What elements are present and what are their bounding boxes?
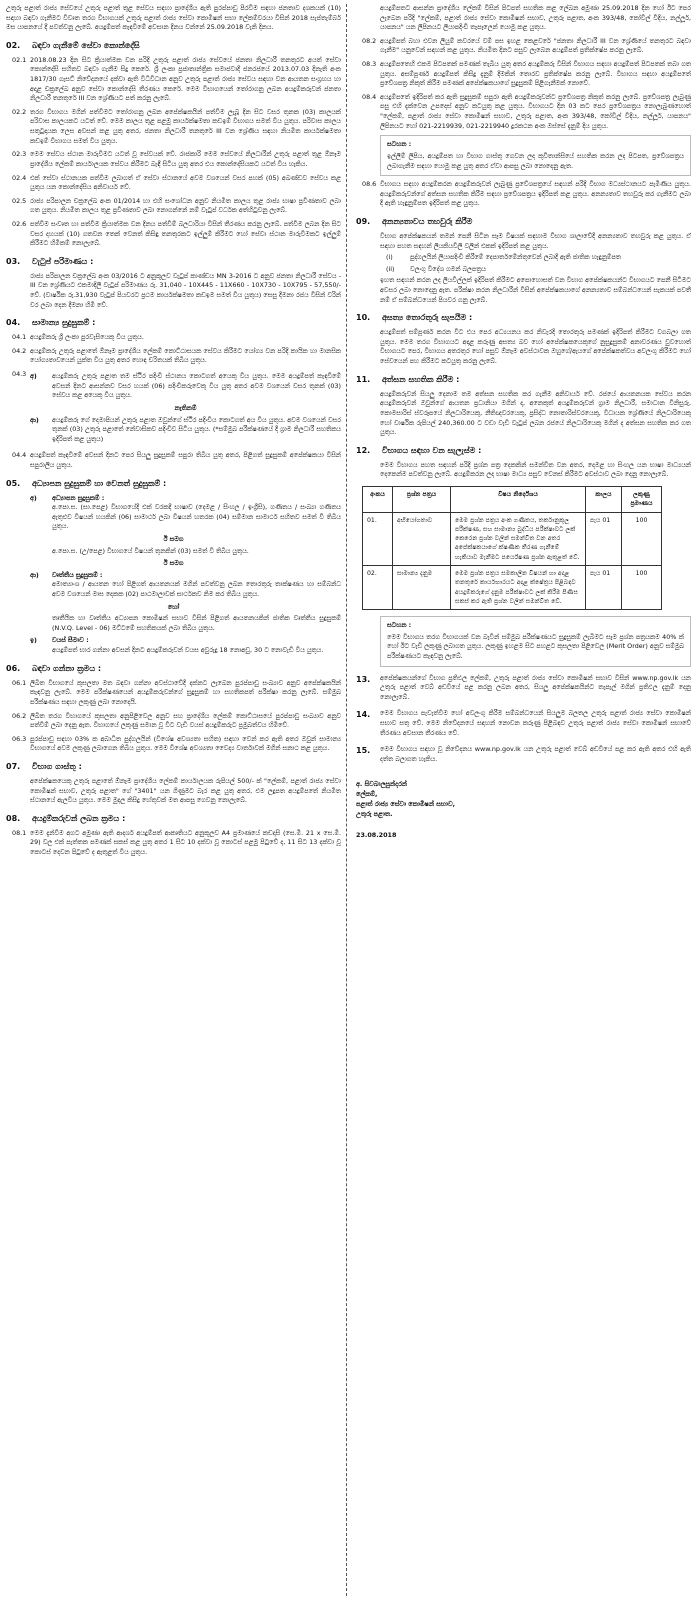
section-title: බඳවා ගන්නා ක්‍රමය : bbox=[32, 663, 102, 673]
section-06: 06. බඳවා ගන්නා ක්‍රමය : 06.1 ලිඛිත විභාගයේ කුසලතා මත බඳවා ගන්නා අවස්ථාවේදී දක්නට ලැබෙන පුරප්පාඩු සංඛ්‍යාව අනුව අපේක්ෂකයින් කැඳවනු ලැබේ. මෙම පරීක්ෂණයෙන් අයදුම්කරුවන්ගේ සුදුසුකම් හා සහතිකපත් පරීක්ෂා කරනු ලැබේ. සම්මුඛ පරීක්ෂණය සඳහා ලකුණු ලබා නොදෙයි. 06.2 ලිඛිත තරග විභාගයේ කුසලතා අනුපිළිවෙල අනුව සහ ප්‍රාදේශීය ලේකම් කොට්ඨාසයේ පුරප්පාඩු සංඛ්‍යාව අනුව පත්වීම් ලබා දෙනු ඇත. විභාගයේ ලකුණු සමාන වූ විට වැඩි වයස් අයදුම්කරුට ප්‍රමුඛත්වය හිමිවේ. 06.3 පුරප්පාඩු සඳහා 03% ක අබාධිත පුද්ගලයින් (විශේෂ අවශ්‍යතා සහිත) සඳහා වෙන් කර ඇති අතර ඔවුන් සාමාන්‍ය විභාගයේ අවම ලකුණු ලබාගෙන තිබිය යුතුය. මෙම විශේෂ අවශ්‍යතා වෛද්‍ය වාර්තාවක් මගින් සනාථ කළ යුතුය. bbox=[6, 663, 341, 753]
clause: 08.3 අයදුම්පතෙහි එකම පිටපතක් පමණක් තැබිය යුතු අතර අයදුම්කරු විසින් විභාගය සඳහා අයදුම්පත් පිටපතක් තබා ගත යුතුය. අසම්පූර්ණ අයදුම්පත් කිසිදු දැනුම් දීමකින් තොරව ප්‍රතික්ෂේප කරනු ලැබේ. විභාගය සඳහා අයදුම්පතේ ප්‍රවේශපත්‍ර නිකුත් කිරීම පමණක් අපේක්ෂකයාගේ සුදුසුකම් පිළිගැනීමක් නොවේ. bbox=[362, 60, 691, 88]
column-divider bbox=[346, 4, 347, 1596]
and-divider: ඊ සමග bbox=[163, 534, 184, 543]
qualification-block: අ) අධ්‍යාපන සුදුසුකම් : අ.පො.ස. (සා.පෙළ) විභාගයේදී එක් වරකදී භාෂාව (දෙමළ / සිංහල / ඉංග්‍රීසි), ගණිතය / සංඛ්‍යා ගණිතය ඇතුළුව විෂයන් හයකින් (06) සාමාර්ථ ලබා විෂයන් හතරක (04) සම්මාන සාමාර්ථ සහිතව සමත් වී තිබිය යුතුය. bbox=[30, 493, 341, 531]
section-05: 05. අධ්‍යාපන සුදුසුකම් හා වෙනත් සුදුසුකම් : අ) අධ්‍යාපන සුදුසුකම් : අ.පො.ස. (සා.පෙළ) විභාගයේදී එක් වරකදී භාෂාව (දෙමළ / සිංහල / ඉංග්‍රීසි), ගණිතය / සංඛ්‍යා ගණිතය ඇතුළුව විෂයන් හයකින් (06) සාමාර්ථ ලබා විෂයන් හතරක (04) සම්මාන සාමාර්ථ සහිතව සමත් වී තිබිය යුතුය. ඊ සමග අ.පො.ස. (උ/පෙළ) විභාගයේ විෂයන් තුනකින් (03) සමත් වී තිබිය යුතුය. ඊ සමග ආ) වෘත්තීය සුදුසුකම් : අමාත්‍යාංශ / ආයතන හෝ පිළිගත් ආයතනයක් මගින් පවත්වනු ලබන තොරතුරු තාක්ෂණය හා සම්බන්ධ අවම වශයෙන් මාස දෙකක (02) පාඨමාලාවක් සාර්ථකව නිම කර තිබිය යුතුය. හෝ තෘතීයික හා වෘත්තීය අධ්‍යාපන කොමිෂන් සභාව විසින් පිළිගත් ආයතනයකින් ජාතික වෘත්තීය සුදුසුකම් (N.V.Q. Level - 06) මට්ටමේ සහතිකයක් ලබා තිබිය යුතුය. ඉ) වයස් සීමාව : අයදුම්පත් භාර ගන්නා අවසන් දිනට අයදුම්කරුවන් වයස අවුරුදු 18 නොඅඩු, 30 ට නොවැඩි විය යුතුය. bbox=[6, 478, 341, 655]
clause: 02.4 එක් සේවා ස්ථානයක පත්වීම ලබාගත් ඒ සේවා ස්ථානයේ අවම වශයෙන් වසර පහක් (05) අඛණ්ඩව සේවය කළ යුතුය යන කොන්දේසිය අනිවාර්ය වේ. bbox=[12, 173, 341, 192]
exam-scheme-table bbox=[362, 486, 662, 610]
table-row: 02. සාමාන්‍ය දැනුම මෙම ප්‍රශ්න පත්‍රය සමකාලීන විෂයන් හා අදාළ තනතුරේ කාර්යභාරයට අදාළ ක්ෂේත්‍රය පිළිබඳව අයදුම්කරුගේ දැනුම පරීක්ෂාවට ලක් කිරීම පිණිස සකස් කර ඇති ප්‍රශ්න වලින් සමන්විත වේ. පැය 01 100 bbox=[363, 566, 662, 610]
section-02 bbox=[6, 40, 341, 249]
note-box bbox=[380, 616, 691, 666]
salary-text: රාජ්‍ය පරිපාලන චක්‍රලේඛ අංක 03/2016 ට අනුකූලව වැටුප් කාණ්ඩය MN 3-2016 ට අනුව ජනතා නිලධාරී සේවය - III වන ශ්‍රේණියට එකමාදිලි වැටුප් පරිමාණය රු. 31,040 - 10X445 - 11X660 - 10X730 - 10X795 - 57,550/- වේ. (වාර්ෂික රු.31,930 වැටුප් පියවරට ප්‍රථම කාර්යක්ෂමතා කඩඉම සමත් විය යුතුය) සෙසු දීමනා රජය විසින් වරින් වර ලබා දෙන දීමනා හිමි වේ. bbox=[30, 271, 341, 309]
section-title: විභාගය සඳහා වන සැලැස්ම : bbox=[382, 445, 482, 455]
clause: 04.1 අයදුම්කරු ශ්‍රී ලංකා පුරවැසියෙකු විය යුතුය. bbox=[12, 333, 144, 342]
signatory-title: ලේකම්, bbox=[356, 789, 378, 798]
left-column bbox=[6, 4, 341, 1596]
section-title: අනන්‍යතාවය තහවුරු කිරීම bbox=[382, 216, 473, 226]
list-item: (i) පුද්ගලයින් ලියාපදිංචි කිරීමේ දෙපාර්තමේන්තුවෙන් ලබාදී ඇති ජාතික හැඳුනුම්පත bbox=[386, 253, 621, 262]
clause: 06.1 ලිඛිත විභාගයේ කුසලතා මත බඳවා ගන්නා අවස්ථාවේදී දක්නට ලැබෙන පුරප්පාඩු සංඛ්‍යාව අනුව අපේක්ෂකයින් කැඳවනු ලැබේ. මෙම පරීක්ෂණයෙන් අයදුම්කරුවන්ගේ සුදුසුකම් හා සහතිකපත් පරීක්ෂා කරනු ලැබේ. සම්මුඛ පරීක්ෂණය සඳහා ලකුණු ලබා නොදෙයි. bbox=[12, 678, 341, 706]
qualification-block: තෘතීයික හා වෘත්තීය අධ්‍යාපන කොමිෂන් සභාව විසින් පිළිගත් ආයතනයකින් ජාතික වෘත්තීය සුදුසුකම් (N.V.Q. Level - 06) මට්ටමේ සහතිකයක් ලබා තිබිය යුතුය. bbox=[52, 614, 341, 632]
note-box bbox=[380, 135, 691, 176]
section-08: 08. අයදුම්කරුවන් ලබන ක්‍රමය : 08.1 මෙම දැන්වීම අගට අමුණා ඇති ආදර්ශ අයදුම්පත් ආකෘතියට අනුකූලව A4 ප්‍රමාණයේ කඩදාසි (සෙ.මී. 21 x සෙ.මී. 29) වල එක් පැත්තක පමණක් සකස් කළ යුතු අතර 1 සිට 10 දක්වා වූ කොටස් පළමු පිටුවේ ද, 11 සිට 13 දක්වා වූ කොටස් දෙවන පිටුවේ ද ඇතුළත් විය යුතුය. bbox=[6, 813, 341, 856]
qualification-block: අ.පො.ස. (උ/පෙළ) විභාගයේ විෂයන් තුනකින් (03) සමත් වී තිබිය යුතුය. bbox=[52, 546, 249, 555]
section-04: 04. සාමාන්‍ය සුදුසුකම් : 04.1 අයදුම්කරු ශ්‍රී ලංකා පුරවැසියෙකු විය යුතුය. 04.2 අයදුම්කරු උතුරු පළාතේ ඕනෑම ප්‍රාදේශීය ලේකම් කොට්ඨාසයක සේවය කිරීමට යෝග්‍ය වන පරිදි කායික හා මානසික යෝග්‍යතාවයෙන් යුක්ත විය යුතු අතර හොඳ චරිතයක් තිබිය යුතුය. 04.3 අ) අයදුම්කරු උතුරු පළාත තම ස්ථිර පදිංචි ස්ථානය කොටගත් අයෙකු විය යුතුය. මෙම අයදුම්පත් කැඳවීමේ අවසන් දිනට ආසන්නව වසර හයක් (06) පදිංචිකරුවෙකු විය යුතු අතර අවම වශයෙන් වසර තුනක් (03) සේවය කළ අයෙකු විය යුතුය. නැතිනම් ආ) අයදුම්කරු ගේ දෙමාපියන් උතුරු පළාත ඔවුන්ගේ ස්ථිර පදිංචිය කොටගත් අය විය යුතුය. අවම වශයෙන් වසර තුනක් (03) උතුරු පළාතේ නේවාසිකව පදිංචිව සිටිය යුතුය. (*සම්මුඛ පරීක්ෂණයේ දී ග්‍රාම නිලධාරී සහතිකය ඉදිරිපත් කළ යුතුය) 04.4 අයදුම්පත් කැඳවීමේ අවසන් දිනට පෙර සියලු සුදුසුකම් සපුරා තිබිය යුතු අතර, පිළිගත් සුදුසුකම් අපේක්ෂකයා විසින් සපුරාලිය යුතුය. bbox=[6, 318, 341, 469]
column-header: අංකය bbox=[363, 486, 393, 512]
signatory-name: අ. සිවබාලසුන්දරන් bbox=[356, 779, 407, 788]
signatory-province: උතුරු පළාත. bbox=[356, 810, 393, 819]
clause: 04.2 අයදුම්කරු උතුරු පළාතේ ඕනෑම ප්‍රාදේශීය ලේකම් කොට්ඨාසයක සේවය කිරීමට යෝග්‍ය වන පරිදි කායික හා මානසික යෝග්‍යතාවයෙන් යුක්ත විය යුතු අතර හොඳ චරිතයක් තිබිය යුතුය. bbox=[12, 346, 341, 365]
sub-clause: අ) අයදුම්කරු උතුරු පළාත තම ස්ථිර පදිංචි ස්ථානය කොටගත් අයෙකු විය යුතුය. මෙම අයදුම්පත් කැඳවීමේ අවසන් දිනට ආසන්නව වසර හයක් (06) පදිංචිකරුවෙකු විය යුතු අතර අවම වශයෙන් වසර තුනක් (03) සේවය කළ අයෙකු විය යුතුය. bbox=[30, 372, 341, 400]
fee-text: අපේක්ෂකයෙකු උතුරු පළාතේ ඕනෑම ප්‍රාදේශීය ලේකම් කාර්යාලයක රුපියල් 500/- ක් "ලේකම්, පළාත් රාජ්‍ය සේවා කොමිෂන් සභාව, උතුරු පළාත" ගේ "3401" යන ගිණුමට බැර කළ යුතු අතර, එම ලදුපත අයදුම්පතේ නියමිත ස්ථානයේ ඇලවිය යුතුය. මෙම මුදල කිසිදු හේතුවක් මත ආපසු ගෙවනු නොලැබේ. bbox=[30, 776, 341, 805]
clause: 08.4 අයදුම්පතේ ඉදිරිපත් කර ඇති සුදුසුකම් සපුරා ඇති අයදුම්කරුවන්ට ප්‍රවේශපත්‍ර නිකුත් කරනු ලැබේ. ප්‍රවේශපත්‍ර ලැබුණු පසු එහි දැක්වෙන උපදෙස් අනුව කටයුතු කළ යුතුය. විභාගයට දින 03 කට පෙර ප්‍රවේශපත්‍රය නොලැබුණහොත් "ලේකම්, පළාත් රාජ්‍ය සේවා කොමිෂන් සභාව, උතුරු පළාත, අංක 393/48, කෝවිල් වීදිය, නල්ලූර්, යාපනය" ලිපිනයට හෝ 021-2219939, 021-2219940 දුරකථන අංක ඔස්සේ දැනුම් දිය යුතුය. bbox=[362, 92, 691, 130]
section-title: විභාග ගාස්තු : bbox=[32, 761, 82, 771]
clause: 04.3 අ) අයදුම්කරු උතුරු පළාත තම ස්ථිර පදිංචි ස්ථානය කොටගත් අයෙකු විය යුතුය. මෙම අයදුම්පත් කැඳවීමේ අවසන් දිනට ආසන්නව වසර හයක් (06) පදිංචිකරුවෙකු විය යුතු අතර අවම වශයෙන් වසර තුනක් (03) සේවය කළ අයෙකු විය යුතුය. නැතිනම් ආ) අයදුම්කරු ගේ දෙමාපියන් උතුරු පළාත ඔවුන්ගේ ස්ථිර පදිංචිය කොටගත් අය විය යුතුය. අවම වශයෙන් වසර තුනක් (03) උතුරු පළාතේ නේවාසිකව පදිංචිව සිටිය යුතුය. (*සම්මුඛ පරීක්ෂණයේ දී ග්‍රාම නිලධාරී සහතිකය ඉදිරිපත් කළ යුතුය) bbox=[12, 370, 341, 443]
section-15: 15. මෙම විභාගය සඳහා වූ නිවේදනය www.np.gov.lk යන උතුරු පළාත් වෙබ් අඩවියේ පළ කර ඇති අතර එහි ඇති දත්ත බලාගත හැකිය. bbox=[356, 745, 691, 763]
intro-paragraph: උතුරු පළාත් රාජ්‍ය සේවයේ උතුරු පළාත් තුළ සේවය සඳහා ප්‍රාදේශීය ඇති පුරප්පාඩු පිරවීම සඳහා ජනතාව දශකයක් (10) සඳහා බඳවා ගැනීමට විවෘත තරග විභාගයක් උතුරු පළාත් රාජ්‍ය සේවා කොමිෂන් සභා ලේකම්වරයා විසින් 2018 සැප්තැම්බර් මස යාපනයේ දී පවත්වනු ලැබේ. අයදුම්පත් කැඳවීමේ අවසාන දිනය වන්නේ 25.09.2018 වැනි දිනය. bbox=[6, 4, 341, 32]
section-number: 02. bbox=[6, 40, 21, 50]
section-03: 03. වැටුප් පරිමාණය : රාජ්‍ය පරිපාලන චක්‍රලේඛ අංක 03/2016 ට අනුකූලව වැටුප් කාණ්ඩය MN 3-2016 ට අනුව ජනතා නිලධාරී සේවය - III වන ශ්‍රේණියට එකමාදිලි වැටුප් පරිමාණය රු. 31,040 - 10X445 - 11X660 - 10X730 - 10X795 - 57,550/- වේ. (වාර්ෂික රු.31,930 වැටුප් පියවරට ප්‍රථම කාර්යක්ෂමතා කඩඉම සමත් විය යුතුය) සෙසු දීමනා රජය විසින් වරින් වර ලබා දෙන දීමනා හිමි වේ. bbox=[6, 256, 341, 309]
note-title: සටහන : bbox=[387, 140, 412, 149]
or-divider: නැතිනම් bbox=[174, 403, 197, 412]
section-12: 12. විභාගය සඳහා වන සැලැස්ම : මෙම විභාගය පහත සඳහන් පරිදි ප්‍රශ්න පත්‍ර දෙකකින් සමන්විත වන අතර, දෙමළ හා සිංහල යන භාෂා මාධ්‍යයන් දෙකෙන්ම පවත්වනු ලැබේ. අයදුම්කරන ලද භාෂා මාධ්‍ය පසුව වෙනස් කිරීමට අවස්ථාව ලබා දෙනු නොලැබේ. අංකය ප්‍රශ්න පත්‍රය විෂය නිර්දේශය කාලය ලකුණු ප්‍රමාණය 01. අභියෝගතාව මෙම ප්‍රශ්න පත්‍රය අංක ගණිතය, තර්කානුකූල පරීක්ෂණ, සහ සාමාන්‍ය බුද්ධිය පරීක්ෂාවට ලක් කෙරෙන ප්‍රශ්න වලින් සමන්විත වන අතර අපේක්ෂකයාගේ ක්ෂණික තීරණ ගැනීමේ හැකියාව මැනීමට පර්යේෂණ ප්‍රශ්න ඇතුළත් වේ. පැය 01 100 02. සාමාන්‍ය දැනුම මෙම ප්‍රශ්න පත්‍රය සමකාලීන විෂයන් හා අදාළ තනතුරේ කාර්යභාරයට අදාළ ක්ෂේත්‍රය පිළිබඳව අයදුම්කරුගේ දැනුම පරීක්ෂාවට ලක් කිරීම පිණිස සකස් කර ඇති ප්‍රශ්න වලින් සමන්විත වේ. පැය 01 100 සටහන : මෙම විභාගය තරග විභාගයක් වන බැවින් සම්මුඛ පරීක්ෂණයට සුදුසුකම් ලැබීමට සෑම ප්‍රශ්න පත්‍රයකම 40% ක් හෝ ඊට වැඩි ලකුණු ලබාගත යුතුය. ලකුණු ඉහළම සිට පහළට කුසලතා පිළිවෙල (Merit Order) අනුව සම්මුඛ පරීක්ෂණයට කැඳවනු ලැබේ. bbox=[356, 445, 691, 667]
section-14: 14. මෙම විභාගය පැවැත්වීම හෝ අවලංගු කිරීම සම්බන්ධයෙන් සියලුම බලතල උතුරු පළාත් රාජ්‍ය සේවා කොමිෂන් සභාව සතු වේ. මෙම නිවේදනයේ සඳහන් නොවන කරුණු පිළිබඳව උතුරු පළාත් රාජ්‍ය සේවා කොමිෂන් සභාවේ තීරණය අවසාන තීරණය වේ. bbox=[356, 709, 691, 737]
note-text: ඉල්ලීම් ලිපිය, අයදුම්පත හා විභාග ගාස්තු ගෙවන ලද කුවිතාන්සියේ සහතික කරන ලද පිටපත, ප්‍රවේශපත්‍රය ලබාගැනීම සඳහා යොමු කළ යුතු අතර ඒවා ආපසු ලබා නොදෙනු ඇත. bbox=[387, 151, 684, 170]
clause: 02.6 පත්වීම සංවෘත හා පත්වීම ක්‍රියාත්මක වන දිනය පත්වීම් බලධාරියා විසින් තීරණය කරනු ලැබේ. පත්වීම ලබන දින සිට වසර දහයක් (10) ගතවන තෙක් වෙනත් කිසිඳු තනතුරකට ඉල්ලුම් කිරීමට හෝ සේවා ස්ථාන මාරුවීමකට ඉල්ලුම් කිරීමට හිමිකම් නොලැබේ. bbox=[12, 219, 341, 248]
section-title: බඳවා ගැනීමේ සේවා කොන්දේසි bbox=[32, 40, 140, 50]
sub-clause: ආ) අයදුම්කරු ගේ දෙමාපියන් උතුරු පළාත ඔවුන්ගේ ස්ථිර පදිංචිය කොටගත් අය විය යුතුය. අවම වශයෙන් වසර තුනක් (03) උතුරු පළාතේ නේවාසිකව පදිංචිව සිටිය යුතුය. (*සම්මුඛ පරීක්ෂණයේ දී ග්‍රාම නිලධාරී සහතිකය ඉදිරිපත් කළ යුතුය) bbox=[30, 415, 341, 443]
note-title: සටහන : bbox=[387, 621, 412, 630]
right-column bbox=[356, 4, 691, 1596]
clause: 06.3 පුරප්පාඩු සඳහා 03% ක අබාධිත පුද්ගලයින් (විශේෂ අවශ්‍යතා සහිත) සඳහා වෙන් කර ඇති අතර ඔවුන් සාමාන්‍ය විභාගයේ අවම ලකුණු ලබාගෙන තිබිය යුතුය. මෙම විශේෂ අවශ්‍යතා වෛද්‍ය වාර්තාවක් මගින් සනාථ කළ යුතුය. bbox=[12, 734, 341, 753]
section-title: අසත්‍ය තොරතුරු සැපයීම : bbox=[382, 313, 473, 323]
or-divider: හෝ bbox=[167, 602, 180, 611]
clause: 02.2 තරග විභාගය මගින් පත්වීමට තෝරාගනු ලබන අපේක්ෂකයින් පත්වීම ලැබූ දින සිට වසර තුනක (03) කාලයක් පරිවාස කාලයකට යටත් වේ. මෙම කාලය තුළ පළමු කාර්යක්ෂමතා කඩඉම් විභාගය සමත් විය යුතුය. පරිවාස කාලය සතුටුදායක ලෙස අවසන් කළ යුතු අතර, ජනතා නිලධාරී තනතුරේ III වන ශ්‍රේණිය සඳහා නියමිත කාර්යක්ෂමතා කඩඉම් විභාගය සමත් විය යුතුය. bbox=[12, 107, 341, 145]
section-09: 09. අනන්‍යතාවය තහවුරු කිරීම විභාග අපේක්ෂකයන් තමන් පෙනී සිටින සෑම විෂයක් සඳහාම විභාග ශාලාවේදී අනන්‍යතාව තහවුරු කළ යුතුය. ඒ සඳහා පහත සඳහන් ලියකියවිලි වලින් එකක් ඉදිරිපත් කළ යුතුය. (i) පුද්ගලයින් ලියාපදිංචි කිරීමේ දෙපාර්තමේන්තුවෙන් ලබාදී ඇති ජාතික හැඳුනුම්පත (ii) වලංගු විදේශ ගමන් බලපත්‍රය ඉහත සඳහන් කරන ලද ලියවිල්ලක් ඉදිරිපත් කිරීමට අපොහොසත් වන විභාග අපේක්ෂකයන්ට විභාගයට පෙනී සිටීමට අවසර ලබා නොදෙනු ඇත. පරීක්ෂා කරන නිලධාරීන් විසින් අපේක්ෂකයාගේ අනන්‍යතාව සම්බන්ධයෙන් සැකයක් පවතී නම් ඒ සම්බන්ධයෙන් පියවර ගනු ලැබේ. bbox=[356, 216, 691, 304]
column-header: විෂය නිර්දේශය bbox=[451, 486, 586, 512]
qualification-block: ආ) වෘත්තීය සුදුසුකම් : අමාත්‍යාංශ / ආයතන හෝ පිළිගත් ආයතනයක් මගින් පවත්වනු ලබන තොරතුරු තාක්ෂණය හා සම්බන්ධ අවම වශයෙන් මාස දෙකක (02) පාඨමාලාවක් සාර්ථකව නිම කර තිබිය යුතුය. bbox=[30, 570, 341, 599]
section-title: අත්සන සහතික කිරීම : bbox=[382, 374, 460, 384]
column-header: කාලය bbox=[586, 486, 622, 512]
section-11: 11. අත්සන සහතික කිරීම : අයදුම්කරුවන් සියලු දෙනාම තම අත්සන සහතික කර ගැනීම අනිවාර්ය වේ. රජයේ ආයතනයක සේවය කරන අයදුම්කරුවන් ඔවුන්ගේ ආයතන ප්‍රධානියා මගින් ද, අනෙකුත් අයදුම්කරුවන් ග්‍රාම නිලධාරී, සමාධාන විනිසුරු, කොමසාරිස් ස්වරූපයේ නිලධාරියෙකු, නීතිඥවරයෙකු, ප්‍රසිද්ධ නොතාරිස්වරයෙකු, විධායක ශ්‍රේණියේ නිලධාරියෙකු හෝ වාර්ෂික රුපියල් 240,360.00 ට වඩා වැඩි වැටුප් ලබන රජයේ නිලධාරියෙකු මගින් ද අත්සන සහතික කර ගත යුතුය. bbox=[356, 374, 691, 437]
qualification-block: ඉ) වයස් සීමාව : අයදුම්පත් භාර ගන්නා අවසන් දිනට අයදුම්කරුවන් වයස අවුරුදු 18 නොඅඩු, 30 ට නොවැඩි විය යුතුය. bbox=[30, 636, 324, 655]
clause: අයදුම්පතට ආසන්න ප්‍රාදේශීය ලේකම් විසින් පිටපත් සහතික කළ ලේඛන අමුණා 25.09.2018 දින හෝ ඊට පෙර ලැබෙන පරිදි "ලේකම්, පළාත් රාජ්‍ය සේවා කොමිෂන් සභාව, උතුරු පළාත, අංක 393/48, කෝවිල් වීදිය, නල්ලූර්, යාපනය" යන ලිපිනයට ලියාපදිංචි තැපෑලෙන් යොමු කළ යුතුය. bbox=[380, 4, 691, 32]
section-07: 07. විභාග ගාස්තු : අපේක්ෂකයෙකු උතුරු පළාතේ ඕනෑම ප්‍රාදේශීය ලේකම් කාර්යාලයක රුපියල් 500/- ක් "ලේකම්, පළාත් රාජ්‍ය සේවා කොමිෂන් සභාව, උතුරු පළාත" ගේ "3401" යන ගිණුමට බැර කළ යුතු අතර, එම ලදුපත අයදුම්පතේ නියමිත ස්ථානයේ ඇලවිය යුතුය. මෙම මුදල කිසිදු හේතුවක් මත ආපසු ගෙවනු නොලැබේ. bbox=[6, 761, 341, 805]
column-header: ලකුණු ප්‍රමාණය bbox=[622, 486, 662, 512]
clause: 08.2 අයදුම්පත් බහා එවන ලියුම් කවරයේ වම් පස ඉහළ කෙළවරේ "ජනතා නිලධාරී III වන ශ්‍රේණියේ තනතුරට බඳවා ගැනීම" යනුවෙන් සඳහන් කළ යුතුය. නියමිත දිනට පසුව ලැබෙන අයදුම්පත් ප්‍රතික්ෂේප කරනු ලැබේ. bbox=[362, 36, 691, 55]
list-item: (ii) වලංගු විදේශ ගමන් බලපත්‍රය bbox=[386, 264, 487, 273]
table-header-row bbox=[363, 486, 662, 512]
section-title: අධ්‍යාපන සුදුසුකම් හා වෙනත් සුදුසුකම් : bbox=[32, 478, 167, 488]
clause: 08.6 විභාගය සඳහා අයදුම්කරන අයදුම්කරුවන් ලැබුණු ප්‍රවේශපත්‍රයේ සඳහන් පරිදි විභාග මධ්‍යස්ථානයට පැමිණිය යුතුය. අයදුම්කරුවන්ගේ අත්සන සහතික කිරීම සඳහා ප්‍රවේශපත්‍රය ඉදිරිපත් කළ යුතුය. අනන්‍යතාව තහවුරු කර ගැනීමට ලබා දී ඇති හැඳුනුම්පත ඉදිරිපත් කළ යුතුය. bbox=[362, 180, 691, 208]
signature-block bbox=[356, 779, 691, 840]
section-10: 10. අසත්‍ය තොරතුරු සැපයීම : අයදුම්පත් සම්පූර්ණ කරන විට එය පෙර අධ්‍යයනය කර නිවැරදි තොරතුරු පමණක් ඉදිරිපත් කිරීමට වගබලා ගත යුතුය. මෙම තරග විභාගයට අදාළ කරුණු අසත්‍ය බව හෝ අපේක්ෂකයෙකුගේ නුසුදුසුකම් අනාවරණය වුවහොත් විභාගයට පෙර, විභාගය අතරතුර හෝ පසුව ඕනෑම අවස්ථාවක ඔහුගේ/ඇයගේ අපේක්ෂකත්වය අවලංගු කිරීමට හෝ සේවයෙන් පහ කිරීමට කටයුතු කරනු ලැබේ. bbox=[356, 313, 691, 366]
section-title: අයදුම්කරුවන් ලබන ක්‍රමය : bbox=[32, 813, 126, 823]
column-header: ප්‍රශ්න පත්‍රය bbox=[393, 486, 451, 512]
signatory-org: පළාත් රාජ්‍ය සේවා කොමිෂන් සභාව, bbox=[356, 800, 456, 809]
clause: 02.5 රාජ්‍ය පරිපාලන චක්‍රලේඛ අංක 01/2014 හා එහි සංශෝධන අනුව නියමිත කාලය තුළ රාජ්‍ය භාෂා ප්‍රවීණතාව ලබා ගත යුතුය. නියමිත කාලය තුළ ප්‍රවීණතාව ලබා නොගන්නේ නම් වැටුප් වර්ධක අත්හිටුවනු ලැබේ. bbox=[12, 196, 341, 215]
section-title: වැටුප් පරිමාණය : bbox=[32, 256, 94, 266]
and-divider: ඊ සමග bbox=[163, 559, 184, 568]
notice-date: 23.08.2018 bbox=[356, 830, 397, 839]
section-13: 13. අපේක්ෂකයන්ගේ විභාග ප්‍රතිඵල ලේකම්, උතුරු පළාත් රාජ්‍ය සේවා කොමිෂන් සභාව විසින් www.np.gov.lk යන උතුරු පළාත් වෙබ් අඩවියේ පළ කරනු ලබන අතර, සියලු අපේක්ෂකයින්ට තැපැල් මගින් ප්‍රතිඵල දැනුම් දෙනු නොලැබේ. bbox=[356, 673, 691, 701]
note-text: මෙම විභාගය තරග විභාගයක් වන බැවින් සම්මුඛ පරීක්ෂණයට සුදුසුකම් ලැබීමට සෑම ප්‍රශ්න පත්‍රයකම 40% ක් හෝ ඊට වැඩි ලකුණු ලබාගත යුතුය. ලකුණු ඉහළම සිට පහළට කුසලතා පිළිවෙල (Merit Order) අනුව සම්මුඛ පරීක්ෂණයට කැඳවනු ලැබේ. bbox=[387, 632, 684, 661]
section-title: සාමාන්‍ය සුදුසුකම් : bbox=[32, 318, 96, 328]
clause: 06.2 ලිඛිත තරග විභාගයේ කුසලතා අනුපිළිවෙල අනුව සහ ප්‍රාදේශීය ලේකම් කොට්ඨාසයේ පුරප්පාඩු සංඛ්‍යාව අනුව පත්වීම් ලබා දෙනු ඇත. විභාගයේ ලකුණු සමාන වූ විට වැඩි වයස් අයදුම්කරුට ප්‍රමුඛත්වය හිමිවේ. bbox=[12, 711, 341, 730]
clause: 02.1 2018.08.23 දින සිට ක්‍රියාත්මක වන පරිදි උතුරු පළාත් රාජ්‍ය සේවයේ ජනතා නිලධාරී තනතුරට අයත් සේවා කොන්දේසි සහිතව බඳවා ගැනීම සිදු කෙරේ. ශ්‍රී ලංකා ප්‍රජාතාන්ත්‍රික සමාජවාදී ජනරජයේ 2013.07.03 දිනැති අංක 1817/30 ගැසට් නිවේදනයේ දක්වා ඇති විධිවිධාන අනුව උතුරු පළාත් රාජ්‍ය සේවය සඳහා වන ආයතන සංග්‍රහය හා අදාළ චක්‍රලේඛ අනුව සේවා කොන්දේසි තීරණය කෙරේ. මෙම විභාගයෙන් තෝරාගනු ලබන අයදුම්කරුවන් ජනතා නිලධාරී තනතුරේ III වන ශ්‍රේණියට පත් කරනු ලැබේ. bbox=[12, 55, 341, 103]
clause: 08.1 මෙම දැන්වීම අගට අමුණා ඇති ආදර්ශ අයදුම්පත් ආකෘතියට අනුකූලව A4 ප්‍රමාණයේ කඩදාසි (සෙ.මී. 21 x සෙ.මී. 29) වල එක් පැත්තක පමණක් සකස් කළ යුතු අතර 1 සිට 10 දක්වා වූ කොටස් පළමු පිටුවේ ද, 11 සිට 13 දක්වා වූ කොටස් දෙවන පිටුවේ ද ඇතුළත් විය යුතුය. bbox=[12, 828, 341, 856]
clause: 04.4 අයදුම්පත් කැඳවීමේ අවසන් දිනට පෙර සියලු සුදුසුකම් සපුරා තිබිය යුතු අතර, පිළිගත් සුදුසුකම් අපේක්ෂකයා විසින් සපුරාලිය යුතුය. bbox=[12, 451, 341, 469]
table-row: 01. අභියෝගතාව මෙම ප්‍රශ්න පත්‍රය අංක ගණිතය, තර්කානුකූල පරීක්ෂණ, සහ සාමාන්‍ය බුද්ධිය පරීක්ෂාවට ලක් කෙරෙන ප්‍රශ්න වලින් සමන්විත වන අතර අපේක්ෂකයාගේ ක්ෂණික තීරණ ගැනීමේ හැකියාව මැනීමට පර්යේෂණ ප්‍රශ්න ඇතුළත් වේ. පැය 01 100 bbox=[363, 512, 662, 565]
clause: 02.3 මෙම සේවය ස්ථාන මාරුවීමට යටත් වූ සේවයක් වේ. රාජකාරි මෙම සේවයේ නිලධාරීන් උතුරු පළාත් තුළ ඕනෑම ප්‍රාදේශීය ලේකම් කාර්යාලයක සේවය කිරීමට බැඳී සිටිය යුතු අතර එය කොන්දේසියකට යටත් විය හැකිය. bbox=[12, 150, 341, 168]
